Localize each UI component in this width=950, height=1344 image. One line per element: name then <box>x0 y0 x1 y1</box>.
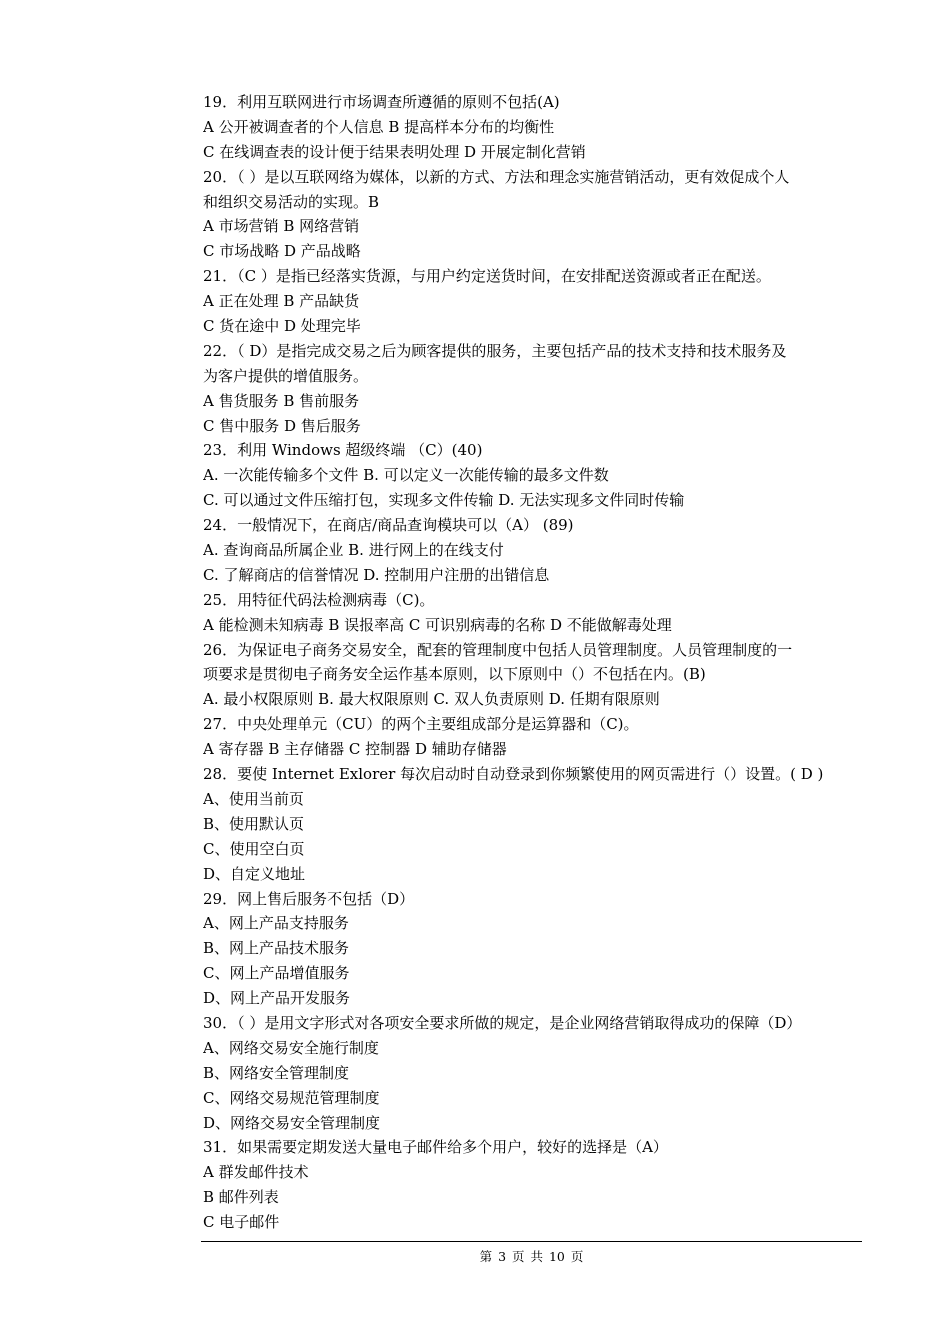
text-line: 21．（C ）是指已经落实货源，与用户约定送货时间，在安排配送资源或者正在配送。 <box>203 267 771 286</box>
text-line: D、网络交易安全管理制度 <box>203 1113 381 1132</box>
text-line: A 市场营销 B 网络营销 <box>203 217 360 236</box>
text-line: 和组织交易活动的实现。B <box>203 192 380 211</box>
text-line: A. 最小权限原则 B. 最大权限原则 C. 双人负责原则 D. 任期有限原则 <box>203 690 660 709</box>
text-line: A. 查询商品所属企业 B. 进行网上的在线支付 <box>203 541 504 560</box>
text-line: A 售货服务 B 售前服务 <box>203 391 360 410</box>
text-line: A 群发邮件技术 <box>203 1163 309 1182</box>
text-line: A 寄存器 B 主存储器 C 控制器 D 辅助存储器 <box>203 740 507 759</box>
text-line: 19．利用互联网进行市场调查所遵循的原则不包括(A) <box>203 93 560 111</box>
text-line: A 能检测未知病毒 B 误报率高 C 可识别病毒的名称 D 不能做解毒处理 <box>203 615 672 634</box>
text-line: C 市场战略 D 产品战略 <box>203 242 361 261</box>
text-line: 29．网上售后服务不包括（D） <box>203 889 415 908</box>
text-line: 22．（ D）是指完成交易之后为顾客提供的服务，主要包括产品的技术支持和技术服务及 <box>203 341 787 360</box>
text-line: 24．一般情况下，在商店/商品查询模块可以（A） (89) <box>203 516 574 535</box>
text-line: 20．（ ）是以互联网络为媒体，以新的方式、方法和理念实施营销活动，更有效促成个人 <box>203 167 790 186</box>
text-line: A、网络交易安全施行制度 <box>203 1038 379 1057</box>
footer-divider <box>201 1241 862 1242</box>
text-line: 为客户提供的增值服务。 <box>203 366 369 385</box>
text-line: 25．用特征代码法检测病毒（C)。 <box>203 590 435 609</box>
text-line: B、网上产品技术服务 <box>203 939 350 958</box>
text-line: C 在线调查表的设计便于结果表明处理 D 开展定制化营销 <box>203 142 586 161</box>
text-line: D、网上产品开发服务 <box>203 989 351 1008</box>
text-line: 23．利用 Windows 超级终端 （C）(40) <box>203 441 483 460</box>
text-line: A、网上产品支持服务 <box>203 914 349 933</box>
text-line: B、使用默认页 <box>203 814 305 833</box>
text-line: 项要求是贯彻电子商务安全运作基本原则，以下原则中（）不包括在内。(B) <box>203 665 706 684</box>
text-line: C、网络交易规范管理制度 <box>203 1088 380 1107</box>
text-line: 27．中央处理单元（CU）的两个主要组成部分是运算器和（C)。 <box>203 715 639 734</box>
text-line: C、网上产品增值服务 <box>203 964 350 983</box>
text-line: D、自定义地址 <box>203 864 306 883</box>
text-line: C. 了解商店的信誉情况 D. 控制用户注册的出错信息 <box>203 565 550 584</box>
text-line: B 邮件列表 <box>203 1188 279 1207</box>
text-line: C、使用空白页 <box>203 839 305 858</box>
document-body <box>203 90 865 1235</box>
text-line: A 正在处理 B 产品缺货 <box>203 292 360 311</box>
page-footer: 第 3 页 共 10 页 <box>479 1249 584 1264</box>
text-line: C. 可以通过文件压缩打包，实现多文件传输 D. 无法实现多文件同时传输 <box>203 491 685 510</box>
text-line: C 售中服务 D 售后服务 <box>203 416 361 435</box>
text-line: A. 一次能传输多个文件 B. 可以定义一次能传输的最多文件数 <box>203 466 609 485</box>
text-line: A、使用当前页 <box>203 789 304 808</box>
text-line: B、网络安全管理制度 <box>203 1063 350 1082</box>
text-line: 31．如果需要定期发送大量电子邮件给多个用户，较好的选择是（A） <box>203 1138 668 1157</box>
text-line: C 电子邮件 <box>203 1213 280 1232</box>
text-line: 26．为保证电子商务交易安全，配套的管理制度中包括人员管理制度。人员管理制度的一 <box>203 640 793 659</box>
text-line: 30．（ ）是用文字形式对各项安全要求所做的规定，是企业网络营销取得成功的保障（D） <box>203 1013 802 1032</box>
text-line: 28．要使 Internet Exlorer 每次启动时自动登录到你频繁使用的网页需进行（）设置。( D ) <box>203 765 824 784</box>
text-line: C 货在途中 D 处理完毕 <box>203 317 361 336</box>
text-line: A 公开被调查者的个人信息 B 提高样本分布的均衡性 <box>203 117 555 136</box>
